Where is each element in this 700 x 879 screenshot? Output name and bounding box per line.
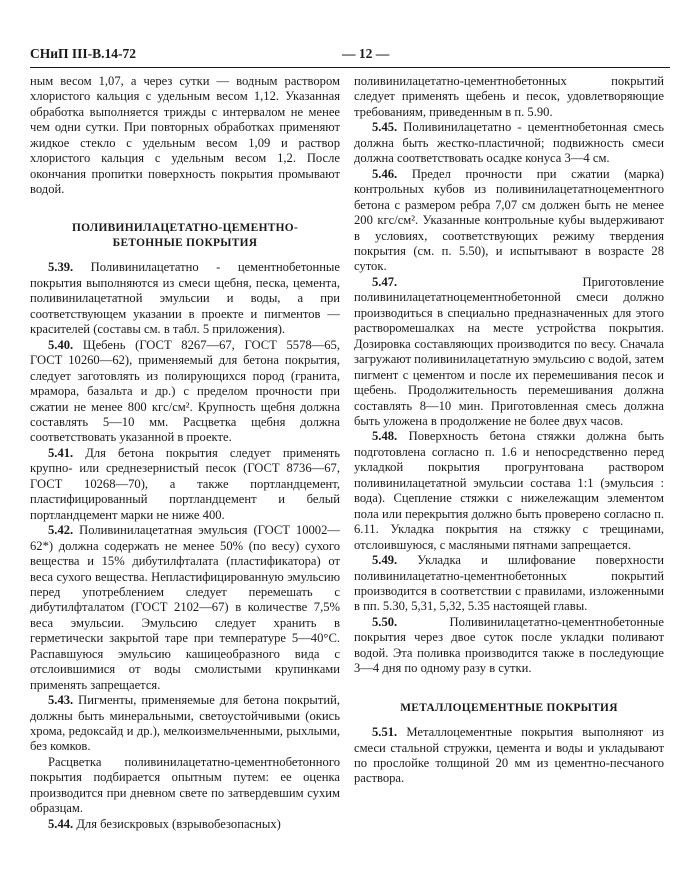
clause-text: Предел прочности при сжатии (марка) контрольных кубов из поливинилацетатноцементного бетона с размером ребра 7,07 см должен быть не менее 200 кгс/см². Указанные контрольные кубы выдерживают в условиях, соответствующих режиму твердения покрытия (см. п. 5.50), и испытывают в возрасте 28 суток.: [354, 166, 664, 274]
clause-text: Приготовление поливинилацетатноцементнобетонной смеси должно производиться в специально предназначенных для этого растворомешалках на месте устройства покрытия. Дозировка составляющих производится по весу. Сначала загружают поливинилацетатную эмульсию с водой, затем пигмент с цементом и после их перемешивания песок и щебень. Продолжительность перемешивания должна составлять 8—10 мин. Приготовленная смесь должна быть уложена в продолжение не более двух часов.: [354, 274, 664, 428]
clause-5-51: [354, 725, 664, 787]
clause-text: Пигменты, применяемые для бетона покрытий, должны быть минеральными, светоустойчивыми (окись хрома, редоксайд и др.), мелкоизмельченными, рыхлыми, без комков.: [30, 693, 340, 754]
clause-number: 5.51.: [372, 725, 398, 740]
clause-number: 5.41.: [48, 445, 74, 460]
clause-5-45: [354, 120, 664, 166]
clause-5-42: [30, 523, 340, 693]
clause-5-48: [354, 429, 664, 553]
clause-number: 5.48.: [372, 429, 398, 444]
clause-text: Поливинилацетатно - цементнобетонная смесь должна быть жестко-пластичной; подвижность смеси должна соответствовать осадке конуса 3—4 см.: [354, 120, 664, 166]
clause-text: Металлоцементные покрытия выполняют из смеси стальной стружки, цемента и воды и укладывают по прослойке толщиной 20 мм из цементно-песчаного раствора.: [354, 725, 664, 786]
paragraph-continuation: ным весом 1,07, а через сутки — водным раствором хлористого кальция с удельным весом 1,12. Указанная обработка выполняется трижды с интервалом не менее чем одни сутки. При повторных обработках применяют жидкое стекло с удельным весом 1,09 и раствор хлористого кальция с удельным весом 1,2. После окончания пропитки поверхность покрытия промывают водой.: [30, 74, 340, 197]
clause-5-40: [30, 338, 340, 446]
clause-5-49: [354, 553, 664, 615]
clause-text: Поверхность бетона стяжки должна быть подготовлена согласно п. 1.6 и непосредственно перед укладкой покрытия прогрунтована раствором поливинилацетатной эмульсии состава 1:1 (эмульсия : вода). Сцепление стяжки с нижележащим элементом пола или перекрытия должно быть проверено согласно п. 6.11. Укладка покрытия на стяжку с трещинами, отслоившуюся, с масляными пятнами запрещается.: [354, 429, 664, 552]
clause-number: 5.43.: [48, 693, 74, 708]
right-column: [354, 74, 664, 787]
clause-5-46: [354, 167, 664, 275]
clause-number: 5.44.: [48, 816, 74, 831]
page-number: — 12 —: [342, 46, 390, 61]
header-rule: [30, 67, 670, 68]
clause-5-43: [30, 693, 340, 755]
clause-5-47: [354, 275, 664, 430]
clause-text: Поливинилацетатно - цементнобетонные покрытия выполняются из смеси щебня, песка, цемента, поливинилацетатной эмульсии и воды, а при соответствующем указании в проекте и пигментов — красителей (составы см. в табл. 5 приложения).: [30, 260, 340, 337]
paragraph-continuation-right: поливинилацетатно-цементнобетонных покрытий следует применять щебень и песок, удовлетворяющие требованиям, приведенным в п. 5.90.: [354, 74, 664, 119]
clause-number: 5.39.: [48, 260, 74, 275]
paragraph-coloring: Расцветка поливинилацетатно-цементнобетонного покрытия подбирается опытным путем: ее оценка производится при дневном свете по затвердевшим сухим образцам.: [30, 754, 340, 816]
document-code: СНиП III-В.14-72: [30, 46, 137, 61]
clause-number: 5.50.: [372, 614, 398, 629]
clause-number: 5.46.: [372, 166, 398, 181]
clause-number: 5.49.: [372, 553, 398, 568]
clause-text: Для бетона покрытия следует применять крупно- или среднезернистый песок (ГОСТ 8736—67, ГОСТ 10268—70), а также портландцемент, пластифицированный портландцемент и белый портландцемент марки не ниже 400.: [30, 445, 340, 522]
clause-5-44: [30, 817, 340, 832]
clause-text: Поливинилацетатная эмульсия (ГОСТ 10002—62*) должна содержать не менее 50% (по весу) сухого вещества и 15% дибутилфталата (пластификатора) от веса сухого вещества. Непластифицированную эмульсию перед употреблением следует перемешать с дибутилфталатом (ГОСТ 2102—67) в количестве 7,5% веса эмульсии. Эмульсию следует хранить в герметически закрытой таре при температуре 5—40°С. Распавшуюся эмульсию кашицеобразного вида с отслоившимися от воды смолистыми крупинками применять запрещается.: [30, 523, 340, 692]
clause-number: 5.45.: [372, 120, 398, 135]
section-heading-pva: ПОЛИВИНИЛАЦЕТАТНО-ЦЕМЕНТНО-БЕТОННЫЕ ПОКРЫТИЯ: [71, 221, 299, 250]
clause-5-50: [354, 615, 664, 677]
clause-text: Поливинилацетатно-цементнобетонные покрытия через двое суток после укладки поливают водой. Эта поливка производится также в последующие 3—4 дня по одному разу в сутки.: [354, 614, 664, 676]
clause-number: 5.40.: [48, 337, 74, 352]
page-header: [30, 46, 670, 64]
section-heading-metal-cement: МЕТАЛЛОЦЕМЕНТНЫЕ ПОКРЫТИЯ: [400, 701, 618, 714]
clause-text: Щебень (ГОСТ 8267—67, ГОСТ 5578—65, ГОСТ 10260—62), применяемый для бетона покрытия, следует заготовлять из полирующихся пород (гранита, мрамора, базальта и др.) с пределом прочности при сжатии не менее 800 кгс/см². Крупность щебня должна составлять 5—10 мм. Расцветка щебня должна соответствовать указанной в проекте.: [30, 337, 340, 445]
clause-5-39: [30, 260, 340, 337]
clause-5-41: [30, 446, 340, 523]
clause-number: 5.47.: [372, 274, 398, 289]
clause-text: Для безискровых (взрывобезопасных): [76, 816, 281, 831]
clause-number: 5.42.: [48, 523, 74, 538]
clause-text: Укладка и шлифование поверхности поливинилацетатно-цементнобетонных покрытий производится в соответствии с правилами, изложенными в пп. 5.30, 5,31, 5,32, 5.35 настоящей главы.: [354, 553, 664, 614]
left-column: [30, 74, 340, 832]
